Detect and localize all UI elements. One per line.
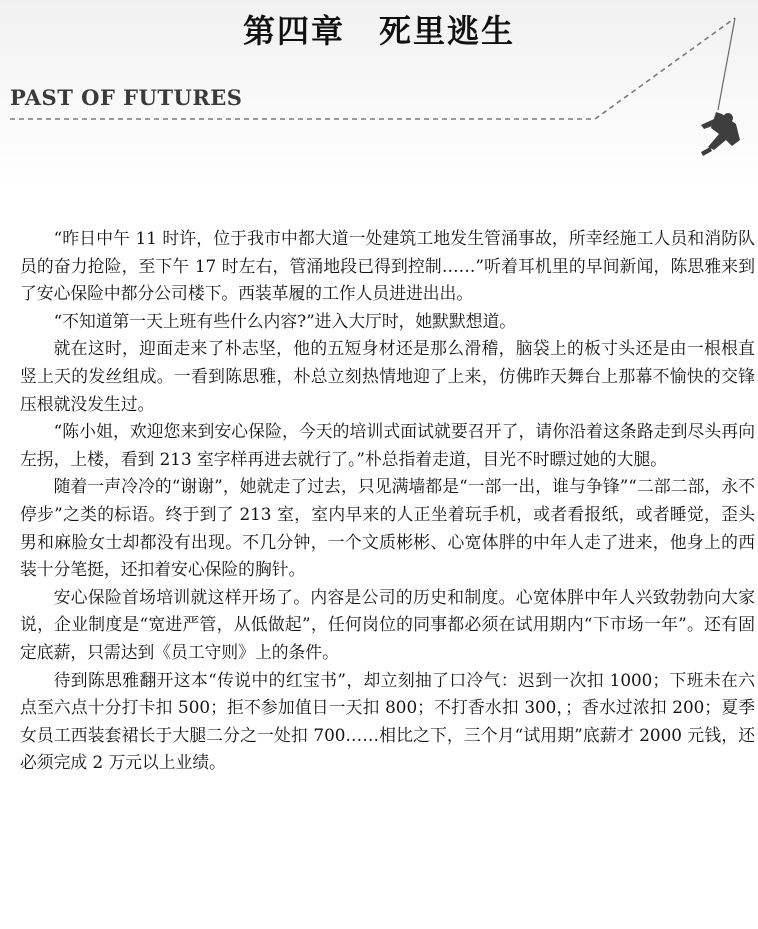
climber-icon (701, 112, 740, 156)
series-label: PAST OF FUTURES (10, 85, 243, 110)
climbing-rope (718, 18, 735, 110)
paragraph: “不知道第一天上班有些什么内容?”进入大厅时，她默默想道。 (53, 310, 517, 331)
chapter-header (0, 0, 758, 190)
chapter-body (20, 225, 755, 777)
paragraph: 待到陈思雅翻开这本“传说中的红宝书”，却立刻抽了口冷气：迟到一次扣 1000；下班未在六点至六点十分打卡扣 500；拒不参加值日一天扣 800；不打香水扣 300，；香水过浓扣 200；夏季女员工西装套裙长于大腿二分之一处扣 700……相比之下，三个月“试用期”底薪才 2000 元钱，还必须完成 2 万元以上业绩。 (20, 669, 755, 773)
paragraph: “陈小姐，欢迎您来到安心保险，今天的培训式面试就要召开了，请你沿着这条路走到尽头再向左拐，上楼，看到 213 室字样再进去就行了。”朴总指着走道，目光不时瞟过她的大腿。 (20, 421, 755, 469)
paragraph: 随着一声冷冷的“谢谢”，她就走了过去，只见满墙都是“一部一出，谁与争锋”“二部二部，永不停步”之类的标语。终于到了 213 室，室内早来的人正坐着玩手机，或者看报纸，或者睡觉，歪头男和麻脸女士却都没有出现。不几分钟，一个文质彬彬、心宽体胖的中年人走了进来，他身上的西装十分笔挺，还扣着安心保险的胸针。 (20, 476, 755, 580)
paragraph: 就在这时，迎面走来了朴志坚，他的五短身材还是那么滑稽，脑袋上的板寸头还是由一根根直竖上天的发丝组成。一看到陈思雅，朴总立刻热情地迎了上来，仿佛昨天舞台上那幕不愉快的交锋压根就没发生过。 (20, 338, 755, 414)
paragraph: “昨日中午 11 时许，位于我市中都大道一处建筑工地发生管涌事故，所幸经施工人员和消防队员的奋力抢险，至下午 17 时左右，管涌地段已得到控制……”听着耳机里的早间新闻，陈思雅来到了安心保险中都分公司楼下。西装革履的工作人员进进出出。 (20, 228, 755, 304)
paragraph: 安心保险首场培训就这样开场了。内容是公司的历史和制度。心宽体胖中年人兴致勃勃向大家说，企业制度是“宽进严管，从低做起”，任何岗位的同事都必须在试用期内“下市场一年”。还有固定底薪，只需达到《员工守则》上的条件。 (20, 586, 755, 662)
rope-decoration (0, 0, 758, 190)
chapter-title: 第四章 死里逃生 (242, 12, 515, 50)
rope-line (10, 18, 735, 119)
